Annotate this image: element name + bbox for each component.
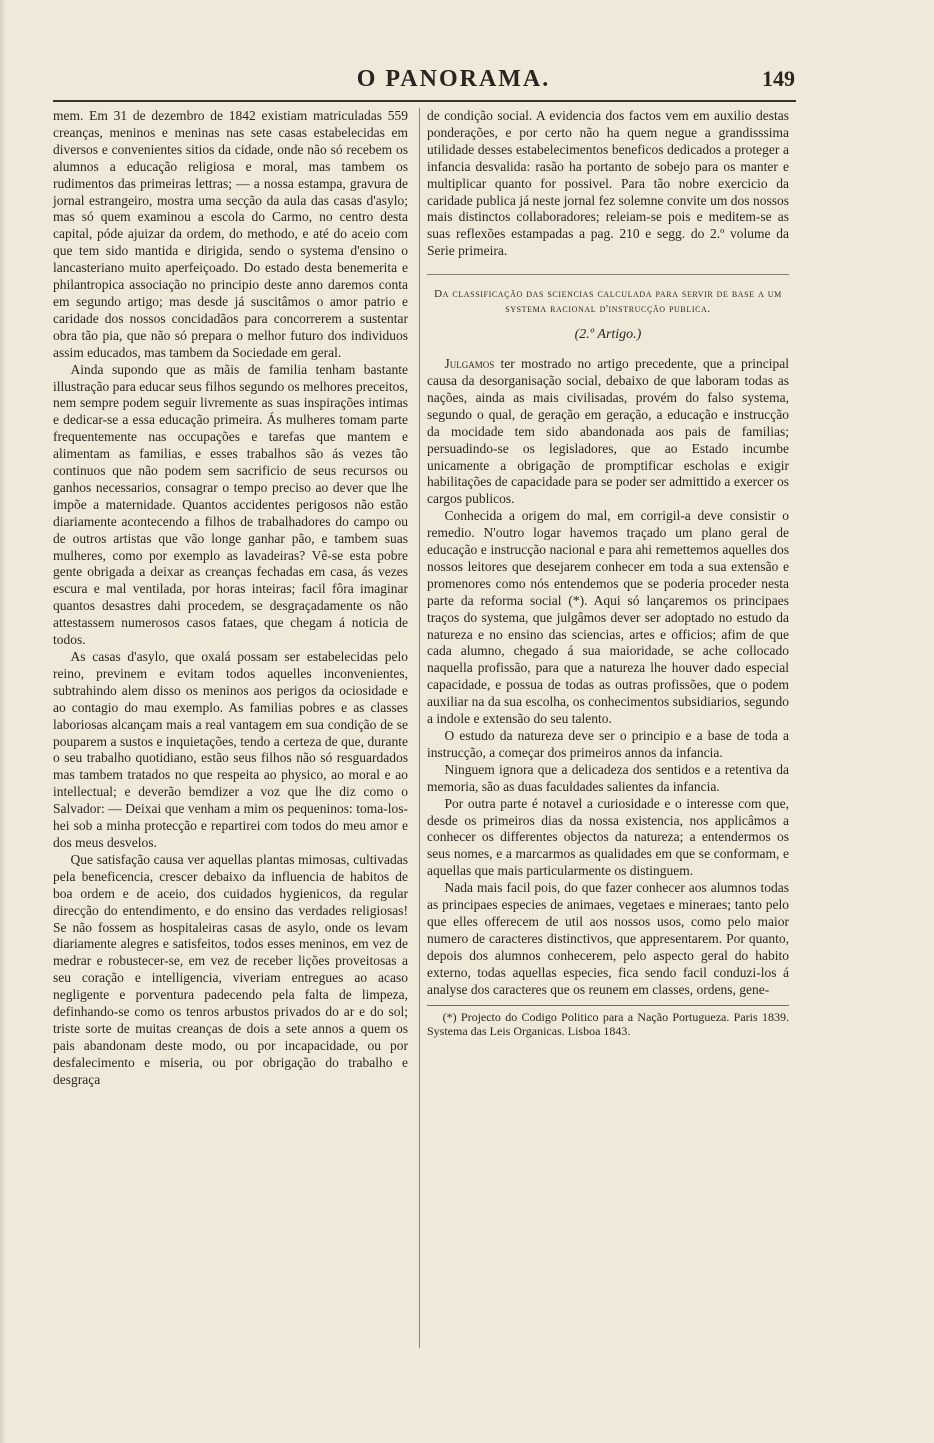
masthead-title: O PANORAMA. <box>356 66 551 92</box>
paragraph: de condição social. A evidencia dos factos vem em auxilio destas ponderações, e por certo não ha quem negue a grandisssima utilidade desses estabelecimentos beneficos dedicados a proteger a infancia desvalida: rasão ha portanto de sobejo para os manter e multiplicar quanto for possivel. Para tão nobre exercicio da caridade publica já neste jornal fez solemne convite um dos nossos mais distinctos collaboradores; releiam-se pois e meditem-se as suas reflexões estampadas a pag. 210 e segg. do 2.º volume da Serie primeira. <box>427 108 789 259</box>
left-column <box>53 108 408 1089</box>
page-number: 149 <box>762 66 795 91</box>
header-rule <box>53 100 796 102</box>
paragraph: Ninguem ignora que a delicadeza dos sentidos e a retentiva da memoria, são as duas faculdades salientes da infancia. <box>427 761 789 794</box>
section-subtitle: (2.º Artigo.) <box>574 327 642 343</box>
section-rule <box>427 274 789 275</box>
paragraph: Nada mais facil pois, do que fazer conhecer aos alumnos todas as principaes especies de animaes, vegetaes e mineraes; tanto pelo que elles offerecem de util aos nossos usos, como pelo maior numero de caracteres distinctivos, que appresentarem. Por quanto, depois dos alumnos conhecerem, pelo aspecto geral do habito externo, todas aquellas especies, fica sendo facil conduzi-los á analyse dos caracteres que os reunem em classes, ordens, gene- <box>427 880 789 997</box>
paragraph: O estudo da natureza deve ser o principio e a base de toda a instrucção, a começar dos primeiros annos da infancia. <box>427 728 789 760</box>
paragraph-text: ter mostrado no artigo precedente, que a principal causa da desorganisação social, debaixo de que laboram todas as nações, ainda as mais civilisadas, provém do falso systema, segundo o qual, de geração em geração, a educação e instrucção da mocidade tem sido abandonada aos pais de familias; persuadindo-se os legisladores, que ao Estado incumbe unicamente a obrigação de promptificar escholas e exigir habilitações de capacidade para se poder ser admittido a exercer os cargos publicos. <box>427 356 789 507</box>
paragraph <box>427 356 789 508</box>
paragraph: As casas d'asylo, que oxalá possam ser estabelecidas pelo reino, previnem e evitam todos aquelles inconvenientes, subtrahindo alem disso os meninos aos perigos da ociosidade e ao contagio do mau exemplo. As familias pobres e as classes laboriosas alcançam mais a real vantagem em sua condição de se pouparem a sustos e inquietações, tendo a certeza de que, durante o seu trabalho quotidiano, estão seus filhos não só resguardados mas tambem tratados no que respeita ao physico, ao moral e ao intellectual; e deverão bemdizer a voz que lhe diz como o Salvador: — Deixai que venham a mim os pequeninos: toma-los-hei sob a minha protecção e repartirei com todos do meu amor e dos meus desvelos. <box>53 649 408 850</box>
paragraph: Ainda supondo que as mãis de familia tenham bastante illustração para educar seus filhos segundo os melhores preceitos, nem sempre podem seguir livremente as suas inspirações intimas e dedicar-se a essa educação primeira. Ás mulheres tomam parte frequentemente nas occupações e tarefas que mantem e alimentam as familias, e esses trabalhos são ás vezes tão continuos que não podem sem sacrificio de seus recursos ou ganhos necessarios, consagrar o tempo preciso ao dever que lhe impõe a maternidade. Quantos accidentes perigosos não estão diariamente acontecendo a filhos de trabalhadores do campo ou de outros artistas que vão longe ganhar pão, e tambem suas mulheres, como por exemplo as lavadeiras? Vê-se esta pobre gente obrigada a deixar as creanças fechadas em casa, ás vezes escura e mal ventilada, por horas inteiras; facil fôra imaginar quantos desastres dahi procedem, se desgraçadamente os não attestassem numerosos casos fataes, que chegam á noticia de todos. <box>53 361 409 648</box>
paragraph: Por outra parte é notavel a curiosidade e o interesse com que, desde os primeiros dias da nossa existencia, nos applicâmos a conhecer os differentes objectos da natureza; a entendermos os seus nomes, e a marcarmos as qualidades em que se conformam, e aquellas que mais particularmente os distinguem. <box>427 795 789 879</box>
page-header <box>60 62 795 96</box>
footnote: (*) Projecto do Codigo Politico para a Nação Portugueza. Paris 1839. Systema das Leis Organicas. Lisboa 1843. <box>427 1009 789 1038</box>
lead-word: Julgamos <box>444 356 495 372</box>
section-title: Da classificação das sciencias calculada para servir de base a um systema racional d'instrucção publica. <box>434 288 782 316</box>
paragraph: Que satisfação causa ver aquellas plantas mimosas, cultivadas pela beneficencia, crescer debaixo da influencia de habitos de boa ordem e de aceio, dos cuidados hygienicos, da regular direcção do entendimento, e do ensino das verdades religiosas! Se não fossem as hospitaleiras casas de asylo, onde os levam diariamente alegres e satisfeitos, todos esses meninos, em vez de medrar e robustecer-se, em vez de receber lições proveitosas a seu coração e intelligencia, viveriam entregues ao acaso negligente e porventura padecendo pela falta de limpeza, definhando-se como os tenros arbustos privados do ar e do sol; triste sorte de muitas creanças de dois a sete annos a quem os pais abandonam deste modo, ou por incapacidade, ou por desfalecimento e miseria, ou por obrigação do trabalho e desgraça <box>53 851 408 1087</box>
column-divider <box>419 108 420 1348</box>
footnote-rule <box>427 1005 789 1006</box>
paragraph: mem. Em 31 de dezembro de 1842 existiam matriculadas 559 creanças, meninos e meninas nas sete casas estabelecidas em diversos e convenientes sitios da cidade, onde não só recebem os alumnos a educação religiosa e moral, mas tambem os rudimentos das primeiras lettras; — a nossa estampa, gravura de jornal estrangeiro, mostra uma secção da aula das casas d'asylo; mas só quem examinou a escola do Carmo, no centro desta capital, póde ajuizar da ordem, do methodo, e até do aceio com que tem sido mantida e dirigida, sendo o systema d'ensino o lancasteriano muito aperfeiçoado. Do estado desta benemerita e philantropica associação no principio deste anno daremos conta em segundo artigo; mas desde já suscitâmos o amor patrio e caridade dos nossos concidadãos para concorrerem a sustentar obra tão pia, que não só prepara o melhor futuro dos individuos assim educados, mas tambem da Sociedade em geral. <box>53 108 408 360</box>
right-column <box>427 108 789 1039</box>
page-binding-edge <box>0 0 6 1443</box>
paragraph: Conhecida a origem do mal, em corrigil-a deve consistir o remedio. N'outro logar havemos traçado um plano geral de educação e instrucção nacional e para ahi remettemos aquelles dos nossos leitores que desejarem conhecer em toda a sua extensão e promenores como nós entendemos que se poderia proceder nesta parte da reforma social (*). Aqui só lançaremos os principaes traços do systema, que julgâmos dever ser adoptado no estudo da natureza e no ensino das sciencias, artes e officios; afim de que cada alumno, chegado á sua maioridade, se ache collocado naquella profissão, para que a natureza lhe houver dado especial capacidade, e possua de todas as outras profissões, que o podem auxiliar na da sua escolha, os conhecimentos subsidiarios, segundo a indole e extensão do seu talento. <box>427 508 789 727</box>
